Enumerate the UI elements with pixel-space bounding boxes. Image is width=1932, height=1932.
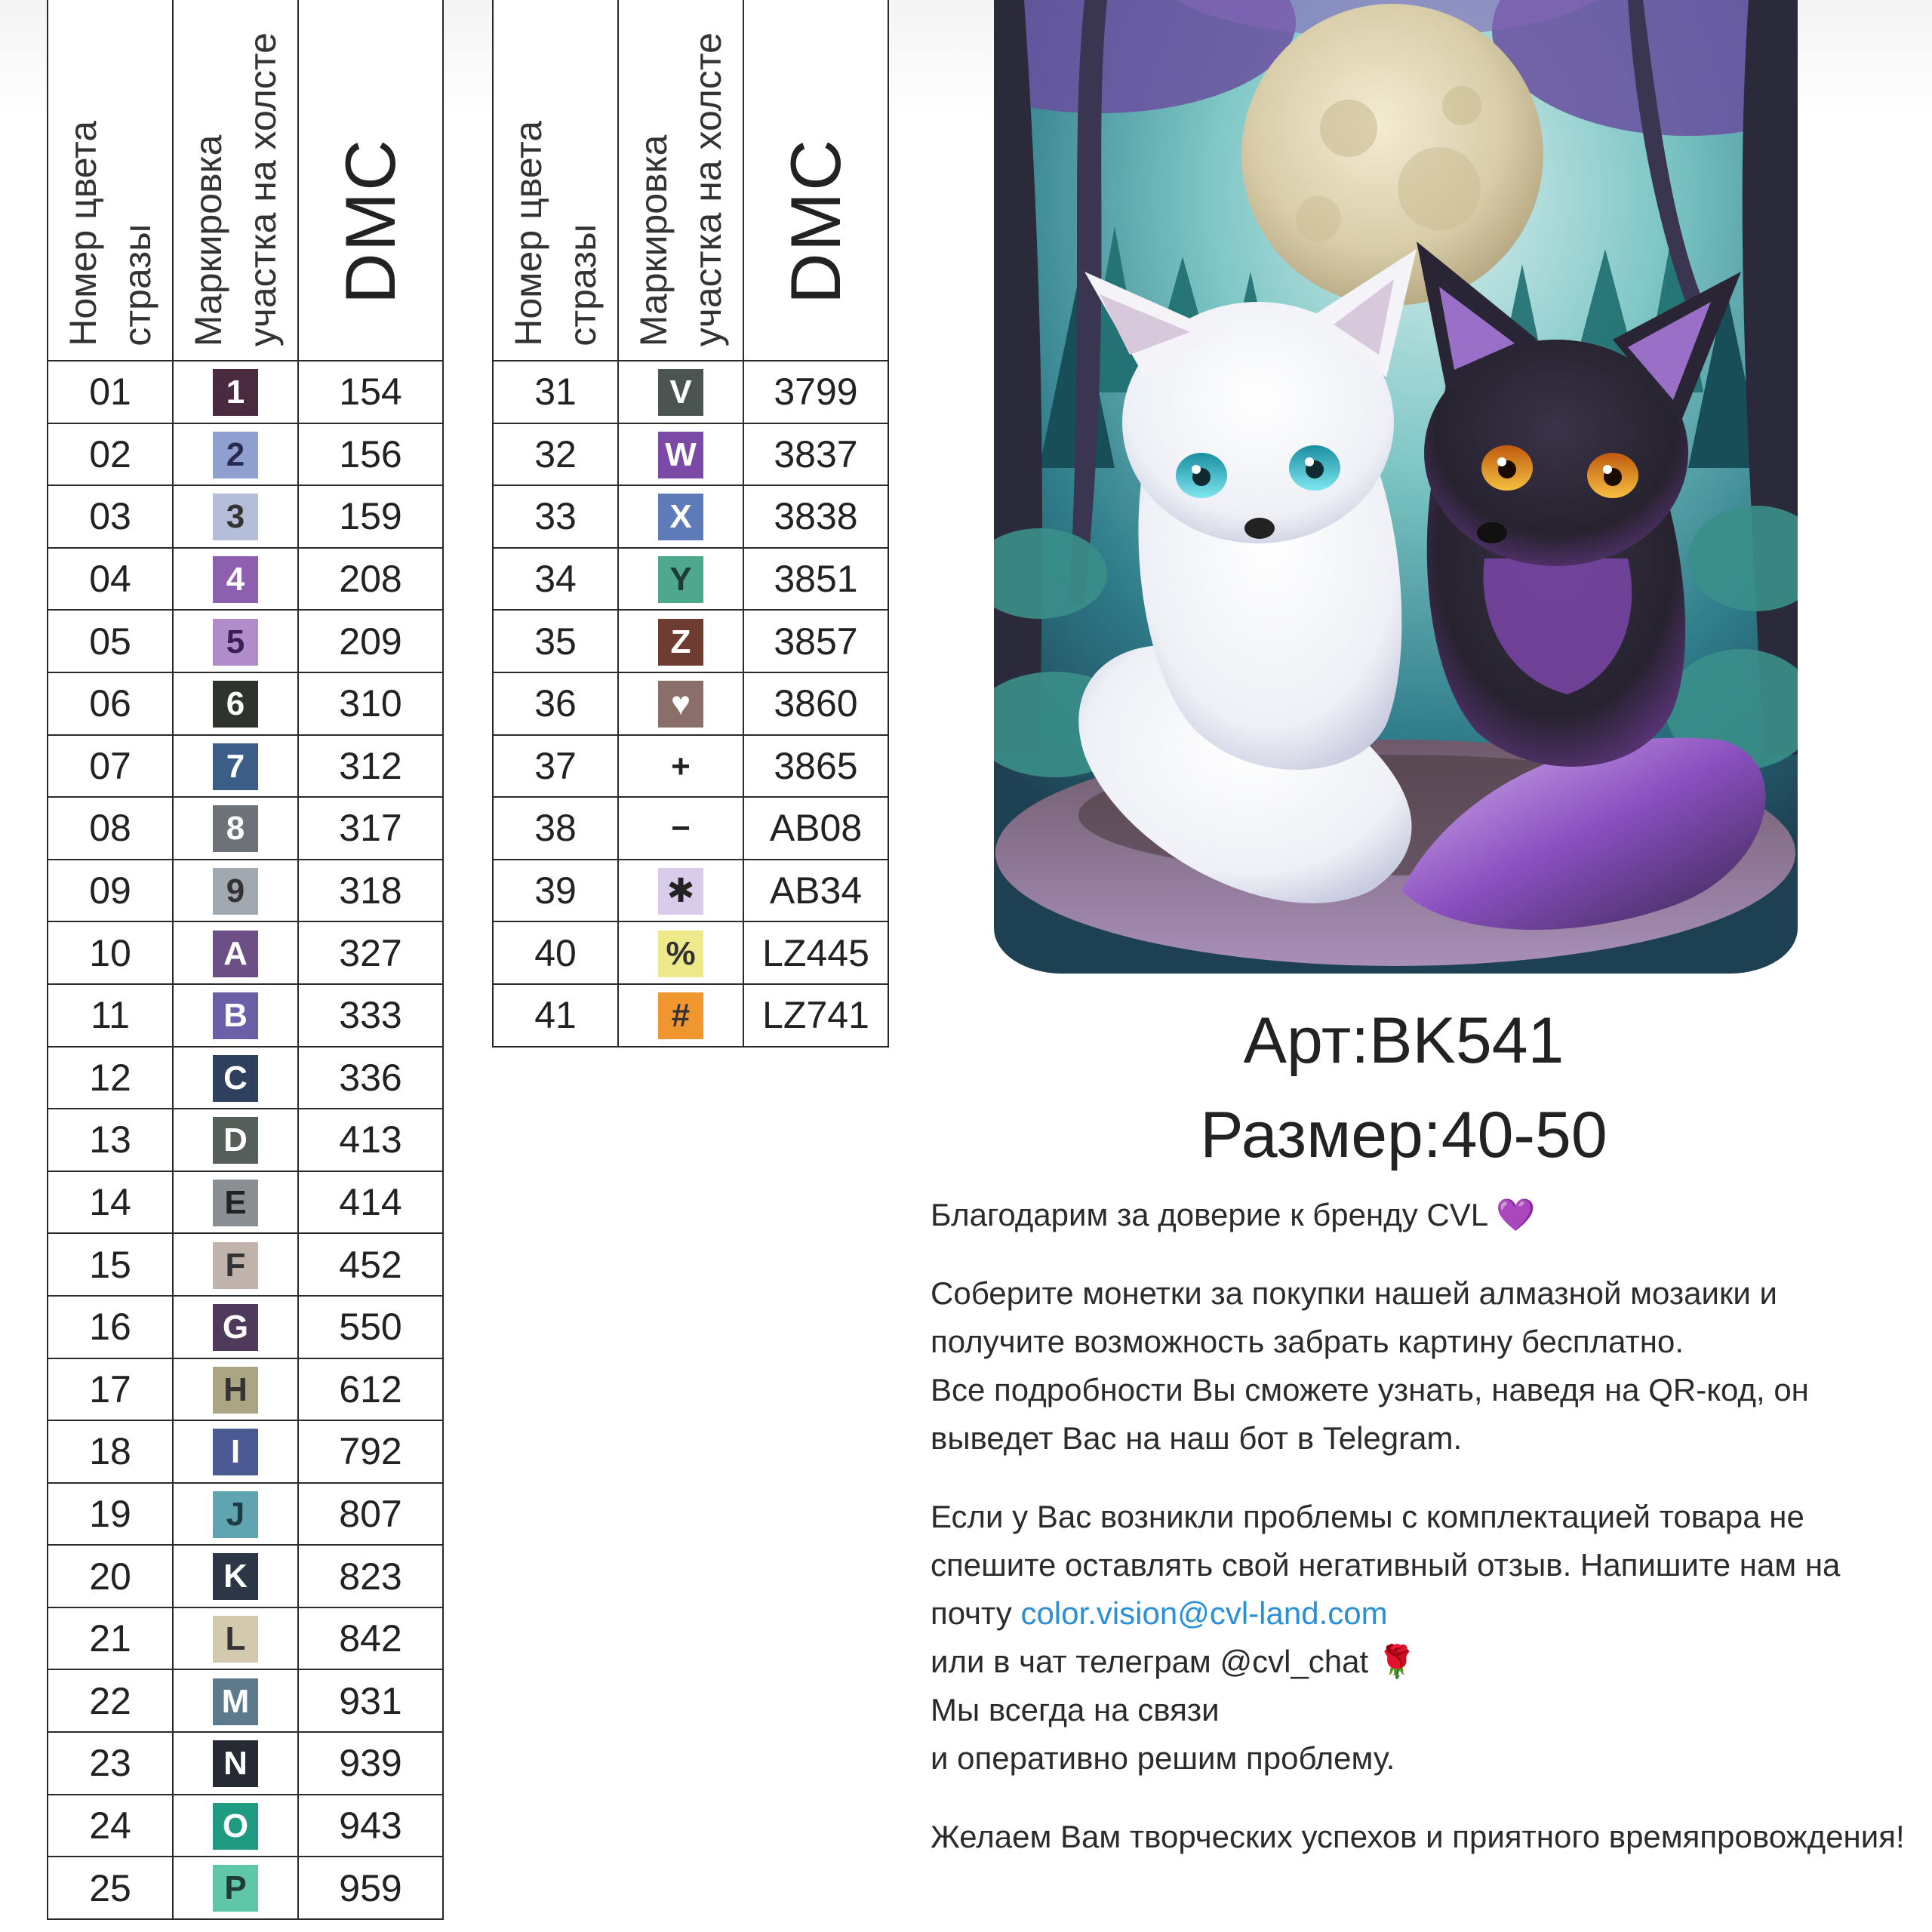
color-swatch: % (658, 931, 703, 977)
stone-number-cell: 34 (493, 548, 618, 611)
table-row (48, 1420, 443, 1483)
stone-number-cell: 17 (48, 1358, 173, 1421)
dmc-code-cell: 3857 (743, 610, 888, 672)
rose-icon: 🌹 (1377, 1644, 1417, 1679)
table-row (48, 1171, 443, 1234)
color-swatch: 7 (213, 743, 258, 790)
dmc-code-cell: 312 (298, 735, 443, 798)
color-swatch: ♥ (658, 681, 703, 728)
marking-cell (173, 1233, 298, 1296)
color-swatch: 8 (213, 805, 258, 852)
stone-number-cell: 13 (48, 1109, 173, 1171)
stone-number-cell: 18 (48, 1420, 173, 1483)
table-row (493, 735, 888, 798)
color-swatch: ✱ (658, 868, 703, 915)
stone-number-cell: 01 (48, 361, 173, 423)
marking-cell (173, 1420, 298, 1483)
header-dmc: DMC (298, 0, 443, 361)
marking-cell (173, 860, 298, 922)
dmc-code-cell: 943 (298, 1795, 443, 1857)
dmc-code-cell: 842 (298, 1607, 443, 1670)
dmc-code-cell: 823 (298, 1545, 443, 1607)
table-row (48, 361, 443, 423)
color-swatch: M (213, 1678, 258, 1725)
wishes-text: Желаем Вам творческих успехов и приятного времяпровождения! (931, 1819, 1905, 1854)
dmc-code-cell: 931 (298, 1669, 443, 1732)
stone-number-cell: 32 (493, 423, 618, 486)
stone-number-cell: 03 (48, 485, 173, 548)
stone-number-cell: 11 (48, 984, 173, 1047)
table-row (48, 423, 443, 486)
table-row (48, 735, 443, 798)
color-swatch: 2 (213, 432, 258, 478)
dmc-code-cell: 612 (298, 1358, 443, 1421)
dmc-code-cell: 3860 (743, 672, 888, 735)
stone-number-cell: 23 (48, 1732, 173, 1795)
table-row (48, 1607, 443, 1670)
color-swatch: 6 (213, 681, 258, 728)
marking-cell (173, 423, 298, 486)
color-legend-table-right (492, 0, 889, 1048)
marking-cell (173, 984, 298, 1047)
stone-number-cell: 19 (48, 1483, 173, 1546)
stone-number-cell: 39 (493, 860, 618, 922)
color-swatch: 9 (213, 868, 258, 915)
marking-cell (618, 797, 743, 860)
stone-number-cell: 08 (48, 797, 173, 860)
color-swatch: I (213, 1429, 258, 1475)
header-canvas-marking: Маркировка участка на холсте (618, 0, 743, 361)
table-row (48, 548, 443, 611)
purple-heart-icon: 💜 (1496, 1197, 1536, 1232)
marking-cell (618, 423, 743, 486)
color-swatch: 1 (213, 369, 258, 416)
table-row (48, 672, 443, 735)
header-stone-number: Номер цвета стразы (48, 0, 173, 361)
marking-cell (173, 1047, 298, 1109)
stone-number-cell: 37 (493, 735, 618, 798)
problems-text: Если у Вас возникли проблемы с комплектацией товара не спешите оставлять свой негативный отзыв. Напишите нам на почту color.vision@cvl-land.com или в чат телеграм @cvl_chat 🌹 Мы всегда на связи и оперативно решим проблему. (931, 1499, 1841, 1776)
stone-number-cell: 16 (48, 1296, 173, 1358)
table-row (493, 548, 888, 611)
color-swatch: L (213, 1616, 258, 1663)
dmc-code-cell: 3865 (743, 735, 888, 798)
color-swatch: O (213, 1803, 258, 1850)
dmc-code-cell: 317 (298, 797, 443, 860)
color-swatch: F (213, 1242, 258, 1289)
marking-cell (173, 1669, 298, 1732)
stone-number-cell: 05 (48, 610, 173, 672)
dmc-code-cell: 807 (298, 1483, 443, 1546)
table-row (48, 1732, 443, 1795)
stone-number-cell: 33 (493, 485, 618, 548)
table-row (48, 1296, 443, 1358)
marking-cell (618, 672, 743, 735)
marking-cell (173, 1296, 298, 1358)
color-swatch: − (658, 805, 703, 852)
dmc-code-cell: 939 (298, 1732, 443, 1795)
table-row (48, 1545, 443, 1607)
table-row (48, 860, 443, 922)
color-swatch: V (658, 369, 703, 416)
marking-cell (618, 548, 743, 611)
table-row (493, 423, 888, 486)
coins-text: Соберите монетки за покупки нашей алмазной мозаики и получите возможность забрать картину бесплатно. Все подробности Вы сможете узнать, наведя на QR-код, он выведет Вас на наш бот в Telegram. (931, 1275, 1809, 1456)
color-swatch: K (213, 1553, 258, 1600)
table-row (48, 1109, 443, 1171)
color-swatch: D (213, 1117, 258, 1164)
stone-number-cell: 25 (48, 1857, 173, 1919)
marking-cell (173, 1607, 298, 1670)
color-swatch: A (213, 931, 258, 977)
color-swatch: + (658, 743, 703, 790)
thanks-text: Благодарим за доверие к бренду CVL 💜 (931, 1197, 1536, 1232)
stone-number-cell: 36 (493, 672, 618, 735)
stone-number-cell: 31 (493, 361, 618, 423)
stone-number-cell: 22 (48, 1669, 173, 1732)
color-swatch: C (213, 1055, 258, 1102)
color-swatch: # (658, 992, 703, 1039)
marking-cell (173, 1545, 298, 1607)
table-row (48, 485, 443, 548)
table-row (48, 1233, 443, 1296)
dmc-code-cell: 3851 (743, 548, 888, 611)
marking-cell (173, 1483, 298, 1546)
marking-cell (173, 1109, 298, 1171)
marking-cell (618, 361, 743, 423)
header-dmc: DMC (743, 0, 888, 361)
marking-cell (173, 672, 298, 735)
dmc-code-cell: 336 (298, 1047, 443, 1109)
marking-cell (173, 735, 298, 798)
table-row (493, 860, 888, 922)
table-row (48, 1047, 443, 1109)
color-swatch: W (658, 432, 703, 478)
color-swatch: E (213, 1180, 258, 1226)
stone-number-cell: 38 (493, 797, 618, 860)
table-row (493, 485, 888, 548)
color-swatch: 3 (213, 494, 258, 540)
dmc-code-cell: 452 (298, 1233, 443, 1296)
marking-cell (618, 610, 743, 672)
stone-number-cell: 04 (48, 548, 173, 611)
color-swatch: 4 (213, 556, 258, 603)
table-row (48, 1795, 443, 1857)
dmc-code-cell: 413 (298, 1109, 443, 1171)
stone-number-cell: 20 (48, 1545, 173, 1607)
dmc-code-cell: AB08 (743, 797, 888, 860)
dmc-code-cell: 318 (298, 860, 443, 922)
table-row (48, 610, 443, 672)
color-swatch: H (213, 1367, 258, 1414)
marking-cell (173, 1795, 298, 1857)
table-row (48, 1669, 443, 1732)
stone-number-cell: 40 (493, 921, 618, 984)
color-swatch: P (213, 1865, 258, 1912)
stone-number-cell: 09 (48, 860, 173, 922)
marking-cell (173, 1358, 298, 1421)
marking-cell (618, 735, 743, 798)
color-swatch: 5 (213, 619, 258, 666)
marking-cell (618, 921, 743, 984)
marking-cell (173, 921, 298, 984)
dmc-code-cell: AB34 (743, 860, 888, 922)
stone-number-cell: 14 (48, 1171, 173, 1234)
table-row (48, 984, 443, 1047)
header-stone-number: Номер цвета стразы (493, 0, 618, 361)
color-swatch: G (213, 1304, 258, 1351)
dmc-code-cell: 333 (298, 984, 443, 1047)
color-swatch: Y (658, 556, 703, 603)
dmc-code-cell: 959 (298, 1857, 443, 1919)
stone-number-cell: 02 (48, 423, 173, 486)
artwork-foxes-moon (994, 0, 1798, 974)
color-swatch: Z (658, 619, 703, 666)
dmc-code-cell: 3799 (743, 361, 888, 423)
stone-number-cell: 41 (493, 984, 618, 1047)
color-swatch: N (213, 1740, 258, 1787)
size-label: Размер:40-50 (1200, 1099, 1607, 1171)
table-row (493, 610, 888, 672)
article-number: Арт:BK541 (1243, 1004, 1564, 1077)
dmc-code-cell: 209 (298, 610, 443, 672)
dmc-code-cell: 3838 (743, 485, 888, 548)
dmc-code-cell: 792 (298, 1420, 443, 1483)
color-swatch: X (658, 494, 703, 540)
dmc-code-cell: 327 (298, 921, 443, 984)
table-row (48, 797, 443, 860)
marking-cell (173, 485, 298, 548)
table-row (493, 921, 888, 984)
header-canvas-marking: Маркировка участка на холсте (173, 0, 298, 361)
dmc-code-cell: 208 (298, 548, 443, 611)
table-row (493, 672, 888, 735)
marking-cell (173, 610, 298, 672)
stone-number-cell: 24 (48, 1795, 173, 1857)
color-swatch: B (213, 992, 258, 1039)
dmc-code-cell: 156 (298, 423, 443, 486)
marking-cell (173, 361, 298, 423)
marking-cell (618, 860, 743, 922)
stone-number-cell: 15 (48, 1233, 173, 1296)
color-swatch: J (213, 1491, 258, 1538)
stone-number-cell: 10 (48, 921, 173, 984)
marking-cell (173, 797, 298, 860)
table-row (493, 797, 888, 860)
stone-number-cell: 21 (48, 1607, 173, 1670)
dmc-code-cell: 154 (298, 361, 443, 423)
marking-cell (618, 984, 743, 1047)
email-link[interactable]: color.vision@cvl-land.com (1020, 1595, 1388, 1631)
table-row (48, 921, 443, 984)
dmc-code-cell: 159 (298, 485, 443, 548)
table-row (48, 1483, 443, 1546)
table-row (493, 984, 888, 1047)
dmc-code-cell: 550 (298, 1296, 443, 1358)
dmc-code-cell: LZ445 (743, 921, 888, 984)
marking-cell (618, 485, 743, 548)
table-row (493, 361, 888, 423)
marking-cell (173, 1171, 298, 1234)
stone-number-cell: 35 (493, 610, 618, 672)
stone-number-cell: 12 (48, 1047, 173, 1109)
stone-number-cell: 07 (48, 735, 173, 798)
color-legend-table-left (47, 0, 444, 1920)
dmc-code-cell: LZ741 (743, 984, 888, 1047)
marking-cell (173, 1857, 298, 1919)
table-row (48, 1358, 443, 1421)
stone-number-cell: 06 (48, 672, 173, 735)
marking-cell (173, 1732, 298, 1795)
dmc-code-cell: 414 (298, 1171, 443, 1234)
table-row (48, 1857, 443, 1919)
dmc-code-cell: 310 (298, 672, 443, 735)
marking-cell (173, 548, 298, 611)
dmc-code-cell: 3837 (743, 423, 888, 486)
